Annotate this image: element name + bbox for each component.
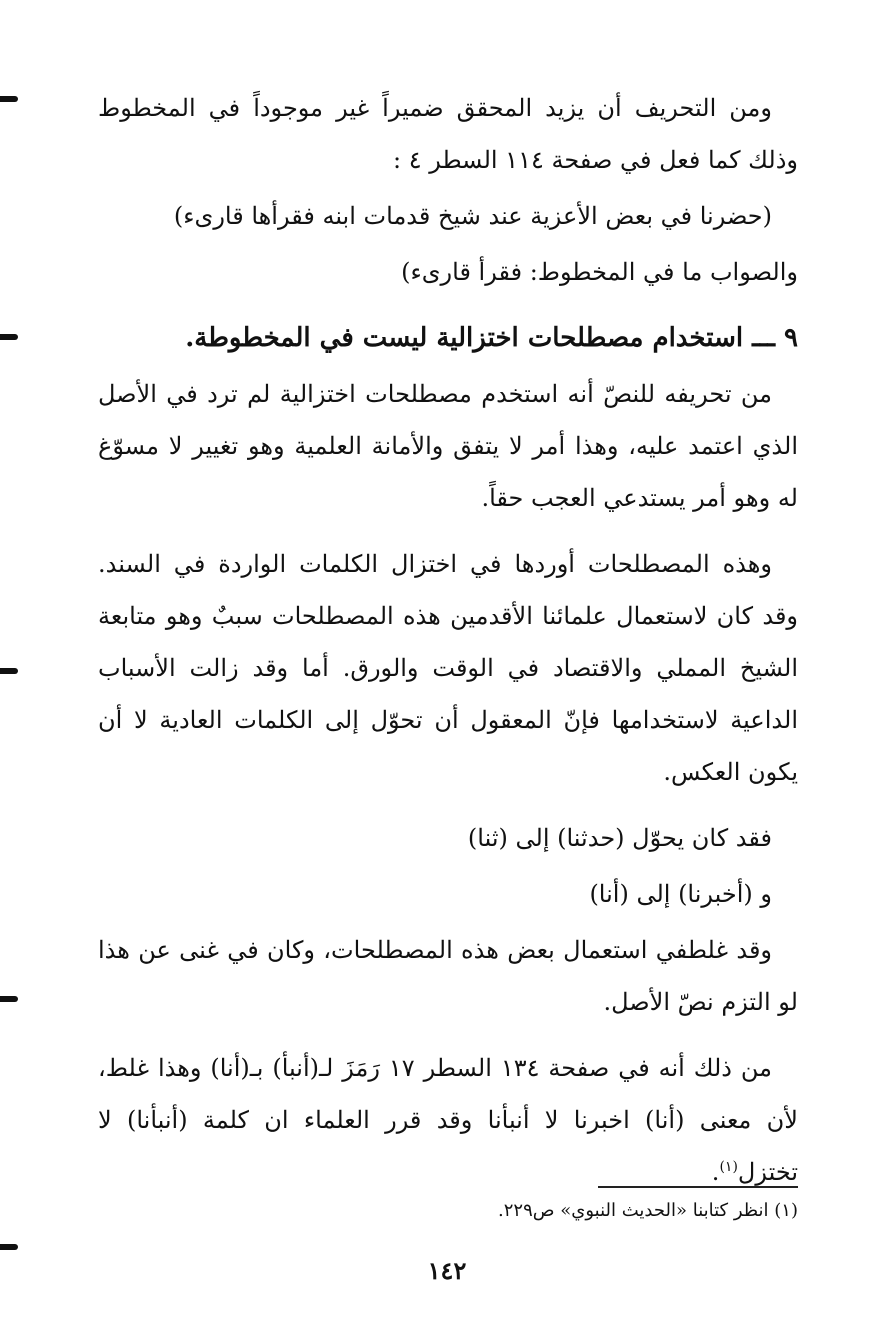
body-paragraph: وهذه المصطلحات أوردها في اختزال الكلمات الواردة في السند. وقد كان لاستعمال علمائنا الأقدمين هذه المصطلحات سببٌ وهو متابعة الشيخ المملي والاقتصاد في الوقت والورق. أما وقد زالت الأسباب الداعية لاستخدامها فإنّ المعقول أن تحوّل إلى الكلمات العادية لا أن يكون العكس. — [98, 550, 799, 786]
body-paragraph: وقد غلطفي استعمال بعض هذه المصطلحات، وكان في غنى عن هذا لو التزم نصّ الأصل. — [98, 936, 798, 1016]
page-number: ١٤٢ — [427, 1256, 467, 1285]
scan-edge-mark — [0, 1244, 18, 1250]
scan-edge-mark — [0, 334, 18, 340]
section-heading: ٩ ـــ استخدام مصطلحات اختزالية ليست في المخطوطة. — [185, 323, 798, 353]
quoted-text: (حضرنا في بعض الأعزية عند شيخ قدمات ابنه فقرأها قارىء) — [173, 202, 772, 230]
body-paragraph: من تحريفه للنصّ أنه استخدم مصطلحات اختزالية لم ترد في الأصل الذي اعتمد عليه، وهذا أمر لا يتفق والأمانة العلمية وهو تغيير لا مسوّغ له وهو أمر يستدعي العجب حقاً. — [98, 380, 798, 512]
example-line: و (أخبرنا) إلى (أنا) — [589, 880, 772, 908]
example-line: فقد كان يحوّل (حدثنا) إلى (ثنا) — [467, 824, 772, 852]
sentence-end: . — [711, 1158, 720, 1186]
correction-text: والصواب ما في المخطوط: فقرأ قارىء) — [401, 258, 798, 286]
scan-edge-mark — [0, 996, 18, 1002]
intro-paragraph: ومن التحريف أن يزيد المحقق ضميراً غير موجوداً في المخطوط وذلك كما فعل في صفحة ١١٤ السطر ٤ : — [98, 94, 798, 174]
body-paragraph — [98, 1042, 798, 1198]
footnote-marker: (١) — [719, 1159, 738, 1175]
scan-edge-mark — [0, 668, 18, 674]
page-text — [98, 82, 798, 1198]
scan-edge-mark — [0, 96, 18, 102]
body-paragraph-text: من ذلك أنه في صفحة ١٣٤ السطر ١٧ رَمَزَ لـ(أنبأ) بـ(أنا) وهذا غلط، لأن معنى (أنا) اخبرنا لا أنبأنا وقد قرر العلماء ان كلمة (أنبأنا) لا تختزل — [98, 1054, 798, 1186]
footnote-divider — [598, 1186, 798, 1188]
footnote: (١) انظر كتابنا «الحديث النبوي» ص٢٢٩. — [498, 1200, 798, 1221]
